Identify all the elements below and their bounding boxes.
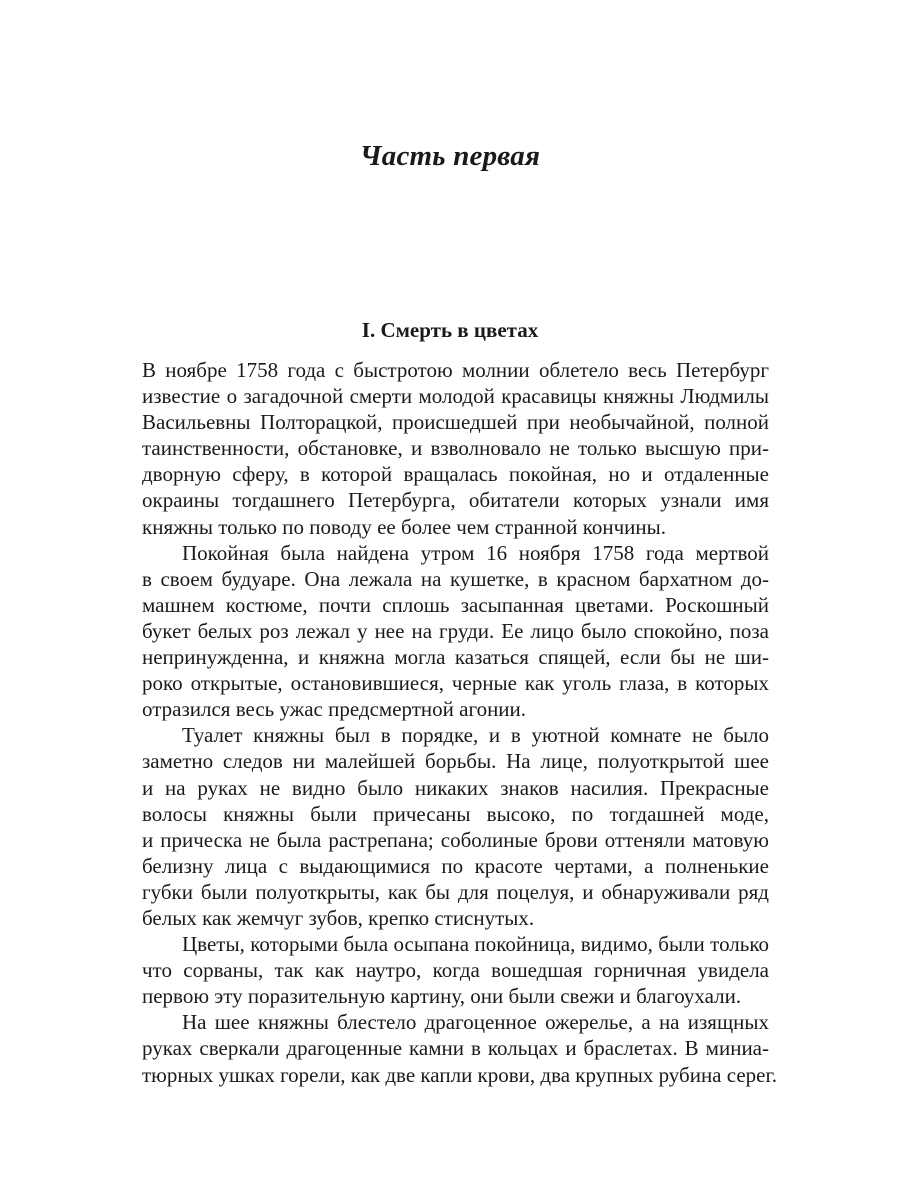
part-title: Часть первая: [359, 140, 541, 172]
text-line: в своем будуаре. Она лежала на кушетке, в красном бархатном до-: [142, 566, 769, 591]
paragraph: [142, 540, 769, 723]
text-line: В ноябре 1758 года с быстротою молнии облетело весь Петербург: [142, 358, 769, 382]
text-line: волосы княжны были причесаны высоко, по тогдашней моде,: [142, 801, 769, 826]
text-line: таинственности, обстановке, и взволновало не только высшую при-: [142, 436, 769, 461]
text-line: известие о загадочной смерти молодой красавицы княжны Людмилы: [142, 384, 769, 409]
text-line: белизну лица с выдающимися по красоте чертами, а полненькие: [142, 853, 769, 878]
text-line: что сорваны, так как наутро, когда вошедшая горничная увидела: [142, 958, 769, 983]
text-line: Покойная была найдена утром 16 ноября 1758 года мертвой: [182, 540, 769, 565]
text-line: и прическа не была растрепана; соболиные брови оттеняли матовую: [142, 827, 769, 852]
text-line: окраины тогдашнего Петербурга, обитатели которых узнали имя: [142, 488, 769, 513]
text-line: отразился весь ужас предсмертной агонии.: [142, 697, 527, 722]
paragraph: [142, 931, 769, 1009]
paragraph: [142, 722, 769, 931]
paragraph: [142, 1009, 777, 1087]
text-line: первою эту поразительную картину, они были свежи и благоухали.: [142, 984, 742, 1009]
text-line: дворную сферу, в которой вращалась покойная, но и отдаленные: [142, 462, 769, 487]
text-line: непринужденна, и княжна могла казаться спящей, если бы не ши-: [142, 645, 769, 670]
text-line: губки были полуоткрыты, как бы для поцелуя, и обнаруживали ряд: [142, 879, 769, 904]
text-line: заметно следов ни малейшей борьбы. На лице, полуоткрытой шее: [142, 749, 769, 774]
chapter-body: [142, 357, 777, 1088]
text-line: Васильевны Полторацкой, происшедшей при необычайной, полной: [142, 410, 769, 435]
text-line: руках сверкали драгоценные камни в кольцах и браслетах. В миниа-: [142, 1036, 769, 1061]
chapter-title: I. Смерть в цветах: [361, 318, 539, 342]
text-line: княжны только по поводу ее более чем странной кончины.: [142, 514, 667, 539]
text-line: и на руках не видно было никаких знаков насилия. Прекрасные: [142, 775, 769, 800]
text-line: Туалет княжны был в порядке, и в уютной комнате не было: [182, 723, 769, 748]
text-line: машнем костюме, почти сплошь засыпанная цветами. Роскошный: [142, 592, 769, 617]
text-line: роко открытые, остановившиеся, черные как уголь глаза, в которых: [142, 671, 769, 696]
text-line: Цветы, которыми была осыпана покойница, видимо, были только: [182, 932, 769, 957]
text-line: белых как жемчуг зубов, крепко стиснутых.: [142, 905, 535, 930]
text-line: букет белых роз лежал у нее на груди. Ее лицо было спокойно, поза: [142, 618, 769, 643]
text-line: тюрных ушках горели, как две капли крови, два крупных рубина серег.: [142, 1062, 777, 1087]
text-line: На шее княжны блестело драгоценное ожерелье, а на изящных: [182, 1010, 769, 1035]
paragraph: [142, 357, 769, 540]
